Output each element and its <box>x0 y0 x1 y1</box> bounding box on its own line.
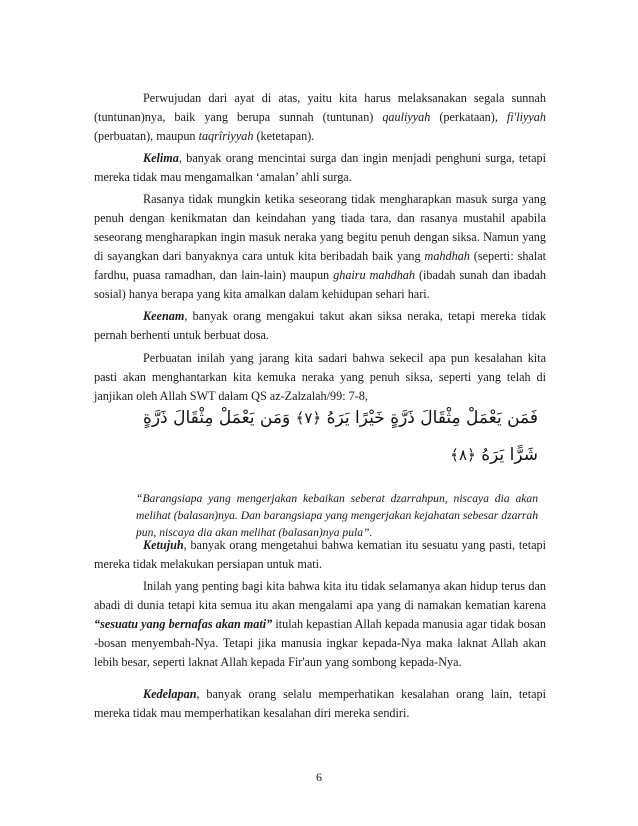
paragraph-kelima <box>94 149 546 187</box>
paragraph-inilah <box>94 577 546 672</box>
ayah-number-7: ﴿٧﴾ <box>295 409 322 427</box>
text-span: (ketetapan). <box>253 129 315 143</box>
heading-kelima: Kelima <box>143 151 179 165</box>
text-span: , banyak orang selalu memperhatikan kesalahan orang lain, tetapi mereka tidak mau memperhatikan kesalahan diri mereka sendiri. <box>94 687 546 720</box>
term-filiyyah: fi'liyyah <box>506 110 546 124</box>
paragraph-kedelapan <box>94 685 546 723</box>
text-span: Inilah yang penting bagi kita bahwa kita itu tidak selamanya akan hidup terus dan abadi di dunia tetapi kita semua itu akan mengalami apa yang di namakan kematian karena <box>94 579 546 612</box>
emphasis-quote: “sesuatu yang bernafas akan mati” <box>94 617 273 631</box>
text-span: , banyak orang mengetahui bahwa kematian itu sesuatu yang pasti, tetapi mereka tidak melakukan persiapan untuk mati. <box>94 538 546 571</box>
text-span: itulah kepastian Allah kepada manusia agar tidak bosan -bosan menyembah-Nya. Tetapi jika manusia ingkar kepada-Nya maka laknat Allah akan lebih besar, seperti laknat Allah kepada Fir'aun yang sombong kepada-Nya. <box>94 617 546 669</box>
text-span: Perwujudan dari ayat di atas, yaitu kita harus melaksanakan segala sunnah (tuntunan)nya, baik yang berupa sunnah (tuntunan) <box>94 91 546 124</box>
paragraph-keenam <box>94 307 546 345</box>
text-span: Rasanya tidak mungkin ketika seseorang tidak mengharapkan masuk surga yang penuh dengan kenikmatan dan keindahan yang tiada tara, dan rasanya mustahil apabila seseorang mengharapkan ingin masuk neraka yang begitu penuh dengan siksa. Namun yang di sayangkan dari banyaknya cara untuk kita beribadah baik yang <box>94 192 546 263</box>
paragraph-rasanya <box>94 190 546 304</box>
page-number: 6 <box>316 770 322 784</box>
arabic-text: وَمَن يَعْمَلْ مِثْقَالَ ذَرَّةٍ <box>143 408 291 428</box>
quran-verse-line-2 <box>118 441 538 469</box>
heading-keenam: Keenam <box>143 309 185 323</box>
ayah-number-8: ﴿٨﴾ <box>450 446 476 464</box>
text-span: (perbuatan), maupun <box>94 129 199 143</box>
verse-translation: “Barangsiapa yang mengerjakan kebaikan seberat dzarrahpun, niscaya dia akan melihat (balasan)nya. Dan barangsiapa yang mengerjakan kejahatan sebesar dzarrah pun, niscaya dia akan melihat (balasan)nya pula”. <box>136 491 538 539</box>
text-span: Perbuatan inilah yang jarang kita sadari bahwa sekecil apa pun kesalahan kita pasti akan menghantarkan kita kemuka neraka yang penuh siksa, seperti yang telah di janjikan oleh Allah SWT dalam QS az-Zalzalah/99: 7-8, <box>94 351 546 403</box>
text-span: (seperti: shalat fardhu, puasa ramadhan, dan lain-lain) maupun <box>94 249 547 282</box>
heading-kedelapan: Kedelapan <box>143 687 197 701</box>
text-span: (perkataan), <box>430 110 507 124</box>
paragraph-perbuatan <box>94 349 546 406</box>
term-qauliyyah: qauliyyah <box>382 110 431 124</box>
arabic-text: فَمَن يَعْمَلْ مِثْقَالَ ذَرَّةٍ خَيْرًا يَرَهُ <box>326 408 538 428</box>
paragraph-perwujudan <box>94 89 546 146</box>
term-ghairu-mahdhah: ghairu mahdhah <box>333 268 415 282</box>
term-taqririyyah: taqrîriyyah <box>198 129 254 143</box>
heading-ketujuh: Ketujuh <box>143 538 184 552</box>
paragraph-ketujuh <box>94 536 546 574</box>
text-span: , banyak orang mencintai surga dan ingin menjadi penghuni surga, tetapi mereka tidak mau mengamalkan ‘amalan’ ahli surga. <box>94 151 546 184</box>
arabic-text: شَرًّا يَرَهُ <box>481 445 538 465</box>
text-span: , banyak orang mengakui takut akan siksa neraka, tetapi mereka tidak pernah berhenti untuk berbuat dosa. <box>94 309 546 342</box>
text-span: (ibadah sunah dan ibadah sosial) hanya berapa yang kita amalkan dalam kehidupan sehari hari. <box>94 268 546 301</box>
quran-verse-line-1 <box>118 404 538 432</box>
term-mahdhah: mahdhah <box>424 249 470 263</box>
